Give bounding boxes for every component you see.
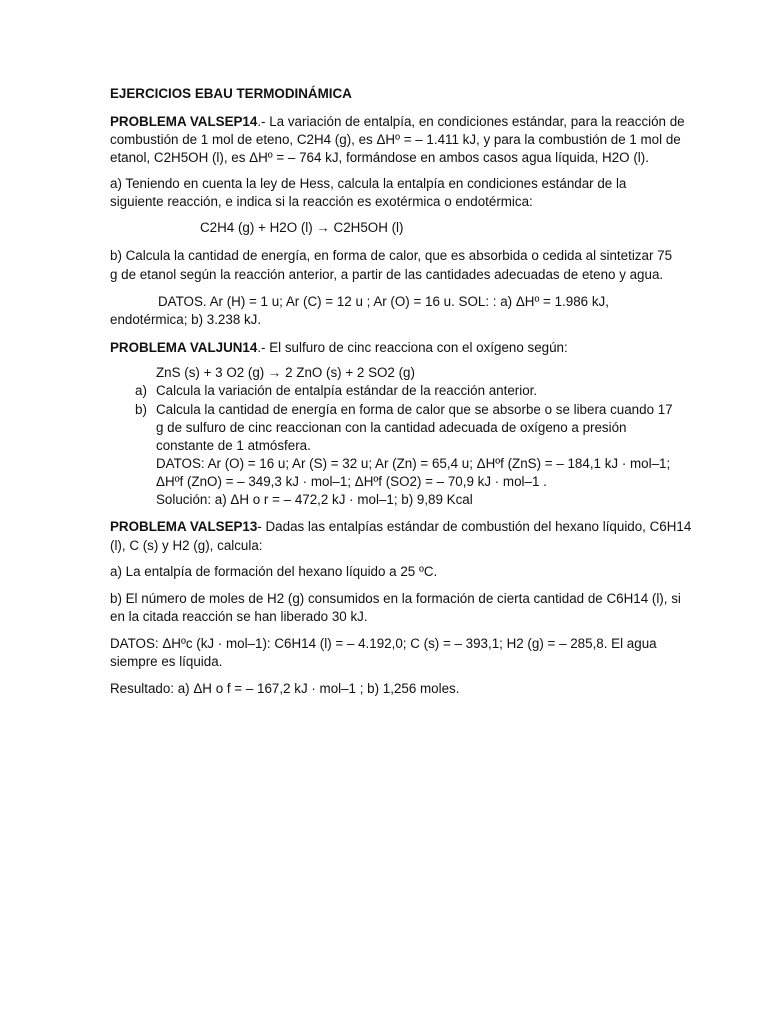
problem1-b-line2: g de etanol según la reacción anterior, a partir de las cantidades adecuadas de eteno y agua. <box>110 267 664 282</box>
problem2-b-line3: constante de 1 atmósfera. <box>156 438 311 453</box>
problem3-line1 <box>110 518 691 536</box>
problem3-a: a) La entalpía de formación del hexano líquido a 25 ºC. <box>110 564 438 579</box>
problem3-text-1: - Dadas las entalpías estándar de combustión del hexano líquido, C6H14 <box>257 519 692 534</box>
problem1-line1 <box>110 113 685 131</box>
problem1-reaction: C2H4 (g) + H2O (l) → C2H5OH (l) <box>200 220 404 235</box>
problem2-solution: Solución: a) ΔH o r = – 472,2 kJ · mol–1; b) 9,89 Kcal <box>156 492 473 507</box>
problem2-line1 <box>110 339 568 357</box>
doc-title: EJERCICIOS EBAU TERMODINÁMICA <box>110 86 352 101</box>
problem1-datos-line2: endotérmica; b) 3.238 kJ. <box>110 312 262 327</box>
problem2-heading: PROBLEMA VALJUN14 <box>110 340 258 355</box>
problem1-b-line1: b) Calcula la cantidad de energía, en forma de calor, que es absorbida o cedida al sintetizar 75 <box>110 248 673 263</box>
problem1-datos-line1: DATOS. Ar (H) = 1 u; Ar (C) = 12 u ; Ar (O) = 16 u. SOL: : a) ΔHº = 1.986 kJ, <box>158 294 609 309</box>
problem1-text-1: .- La variación de entalpía, en condiciones estándar, para la reacción de <box>257 114 685 129</box>
problem2-b-line2: g de sulfuro de cinc reaccionan con la cantidad adecuada de oxígeno a presión <box>156 420 627 435</box>
problem1-text-3: etanol, C2H5OH (l), es ΔHº = – 764 kJ, formándose en ambos casos agua líquida, H2O (l). <box>110 150 649 165</box>
problem3-datos-line2: siempre es líquida. <box>110 654 223 669</box>
problem1-heading: PROBLEMA VALSEP14 <box>110 114 258 129</box>
problem3-datos-line1: DATOS: ΔHºc (kJ · mol–1): C6H14 (l) = – 4.192,0; C (s) = – 393,1; H2 (g) = – 285,8. El agua <box>110 636 657 651</box>
problem3-resultado: Resultado: a) ΔH o f = – 167,2 kJ · mol–1 ; b) 1,256 moles. <box>110 681 460 696</box>
problem3-b-line2: en la citada reacción se han liberado 30 kJ. <box>110 609 368 624</box>
problem2-datos-line1: DATOS: Ar (O) = 16 u; Ar (S) = 32 u; Ar (Zn) = 65,4 u; ΔHºf (ZnS) = – 184,1 kJ · mol–1; <box>156 456 671 471</box>
problem3-text-2: (l), C (s) y H2 (g), calcula: <box>110 538 263 553</box>
problem2-intro: .- El sulfuro de cinc reacciona con el oxígeno según: <box>257 340 568 355</box>
problem3-heading: PROBLEMA VALSEP13 <box>110 519 258 534</box>
problem2-b-marker: b) <box>135 402 147 417</box>
problem1-a-line2: siguiente reacción, e indica si la reacción es exotérmica o endotérmica: <box>110 194 533 209</box>
problem2-datos-line2: ΔHºf (ZnO) = – 349,3 kJ · mol–1; ΔHºf (SO2) = – 70,9 kJ · mol–1 . <box>156 474 547 489</box>
problem1-text-2: combustión de 1 mol de eteno, C2H4 (g), es ΔHº = – 1.411 kJ, y para la combustión de 1 mol de <box>110 132 681 147</box>
problem2-a-text: Calcula la variación de entalpía estándar de la reacción anterior. <box>156 383 538 398</box>
problem2-reaction: ZnS (s) + 3 O2 (g) → 2 ZnO (s) + 2 SO2 (g) <box>156 365 415 380</box>
problem2-b-line1: Calcula la cantidad de energía en forma de calor que se absorbe o se libera cuando 17 <box>156 402 673 417</box>
problem2-a-marker: a) <box>135 383 147 398</box>
problem1-a-line1: a) Teniendo en cuenta la ley de Hess, calcula la entalpía en condiciones estándar de la <box>110 176 627 191</box>
problem3-b-line1: b) El número de moles de H2 (g) consumidos en la formación de cierta cantidad de C6H14 (l), si <box>110 591 681 606</box>
